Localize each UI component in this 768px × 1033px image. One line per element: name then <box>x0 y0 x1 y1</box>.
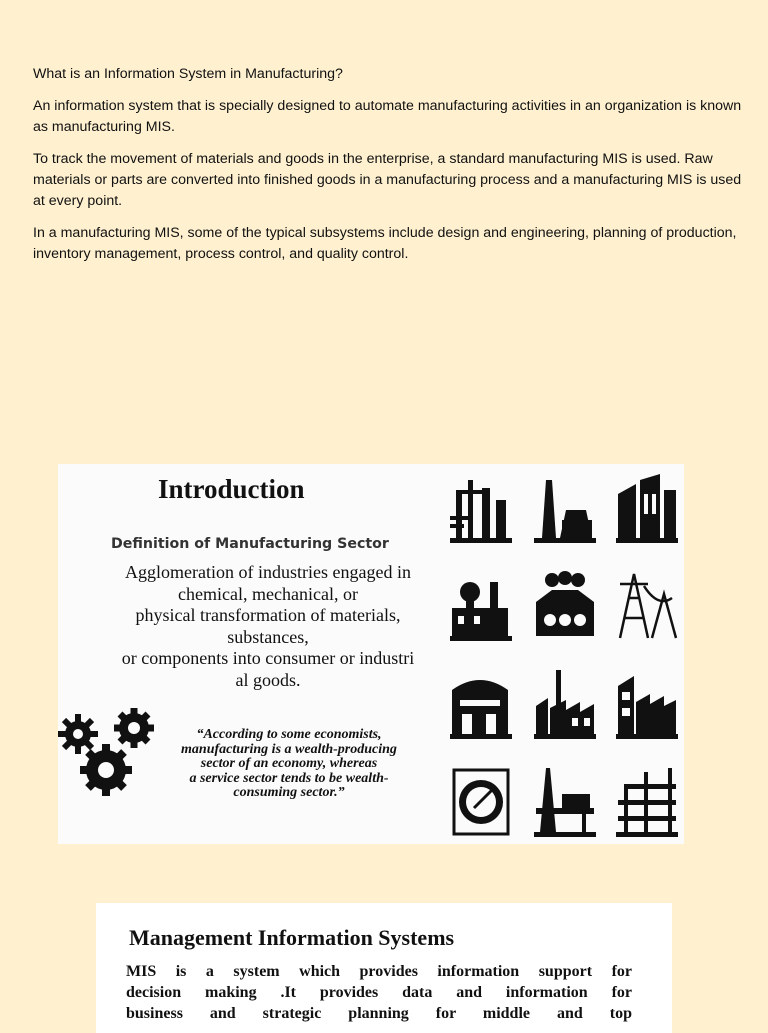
introduction-slide <box>58 464 684 844</box>
refinery-icon <box>448 470 514 546</box>
quote-line: manufacturing is a wealth-producing <box>181 741 397 757</box>
industry-icon-grid <box>446 468 682 840</box>
quote-line: a service sector tends to be wealth- <box>189 770 389 786</box>
definition-line: substances, <box>227 626 309 647</box>
chemical-plant-icon <box>448 568 514 644</box>
quote-line: sector of an economy, whereas <box>200 756 378 771</box>
oil-rig-icon <box>532 764 598 840</box>
mining-machine-icon <box>532 568 598 644</box>
quote-line: consuming sector.” <box>233 785 345 800</box>
article-paragraph-1: An information system that is specially designed to automate manufacturing activities in an organization is known as manufacturing MIS. <box>33 98 742 135</box>
gears-icon <box>58 708 168 800</box>
factory-chimney-icon <box>532 666 598 742</box>
definition-line: or components into consumer or industri <box>121 648 415 668</box>
mis-slide <box>96 903 672 1033</box>
factory-shed-icon <box>614 666 680 742</box>
quote-text <box>158 728 420 801</box>
building-frame-icon <box>614 764 680 840</box>
definition-line: al goods. <box>235 669 301 690</box>
mis-definition <box>126 961 632 1024</box>
slide-title: Introduction <box>158 474 305 504</box>
quote-line: “According to some economists, <box>196 727 382 742</box>
article-question: What is an Information System in Manufacturing? <box>33 66 343 82</box>
gauge-icon <box>448 764 514 840</box>
definition-text <box>88 562 448 691</box>
article-paragraph-2: To track the movement of materials and goods in the enterprise, a standard manufacturing MIS is used. Raw materials or parts are converted into finished goods in a manufacturing process and a manufacturing MIS is used at every point. <box>33 151 742 209</box>
article-text <box>33 64 743 276</box>
definition-line: Agglomeration of industries engaged in <box>125 562 411 582</box>
slide-title: Management Information Systems <box>129 925 455 950</box>
power-tower-icon <box>614 568 680 644</box>
factory-building-icon <box>614 470 680 546</box>
warehouse-icon <box>448 666 514 742</box>
article-paragraph-3: In a manufacturing MIS, some of the typical subsystems include design and engineering, planning of production, inventory management, process control, and quality control. <box>33 225 737 262</box>
slide-subtitle: Definition of Manufacturing Sector <box>111 536 389 552</box>
body-line: business and strategic planning for middle and top <box>126 1005 632 1022</box>
body-line: MIS is a system which provides information support for <box>126 963 632 980</box>
definition-line: chemical, mechanical, or <box>178 583 358 604</box>
power-plant-icon <box>532 470 598 546</box>
definition-line: physical transformation of materials, <box>135 605 401 625</box>
body-line: decision making .It provides data and information for <box>126 984 632 1001</box>
